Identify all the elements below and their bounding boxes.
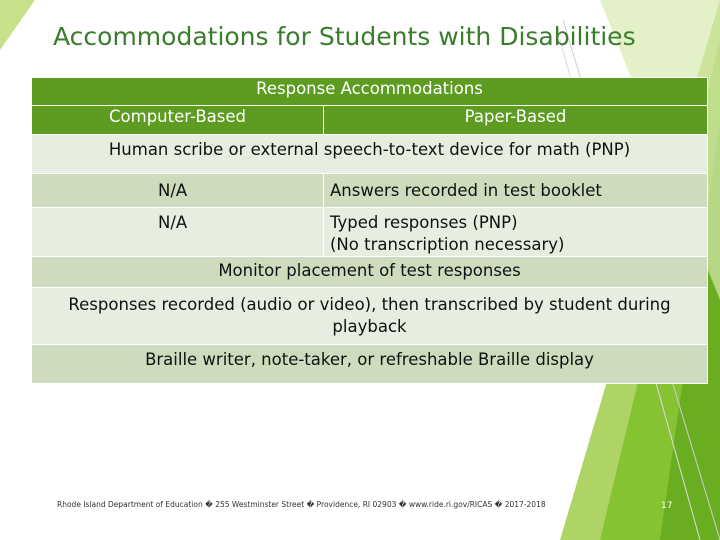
footer-text: Rhode Island Department of Education � 255 Westminster Street � Providence, RI 02903 � www.ride.ri.gov/RICAS � 2017-2018 [57, 500, 546, 509]
table-cell: Monitor placement of test responses [32, 257, 708, 288]
table-row [32, 345, 708, 384]
cell-line: (No transcription necessary) [330, 235, 565, 254]
table-row [32, 257, 708, 288]
page-title: Accommodations for Students with Disabilities [53, 22, 636, 51]
table-header: Response Accommodations [32, 78, 708, 106]
table-row [32, 135, 708, 174]
table-cell: Answers recorded in test booklet [324, 174, 708, 208]
table-cell: N/A [32, 174, 324, 208]
table-row [32, 208, 708, 257]
column-header-paper: Paper-Based [324, 106, 708, 135]
page-number: 17 [661, 501, 673, 511]
table-row [32, 288, 708, 345]
column-header-computer: Computer-Based [32, 106, 324, 135]
accommodations-table [31, 77, 708, 384]
table-row [32, 174, 708, 208]
table-cell: Braille writer, note-taker, or refreshable Braille display [32, 345, 708, 384]
table-cell [324, 208, 708, 257]
table-header-row [32, 78, 708, 106]
column-header-row [32, 106, 708, 135]
table-cell: Responses recorded (audio or video), then transcribed by student during playback [32, 288, 708, 345]
table-cell: Human scribe or external speech-to-text device for math (PNP) [32, 135, 708, 174]
table-cell: N/A [32, 208, 324, 257]
cell-line: Typed responses (PNP) [330, 213, 518, 232]
